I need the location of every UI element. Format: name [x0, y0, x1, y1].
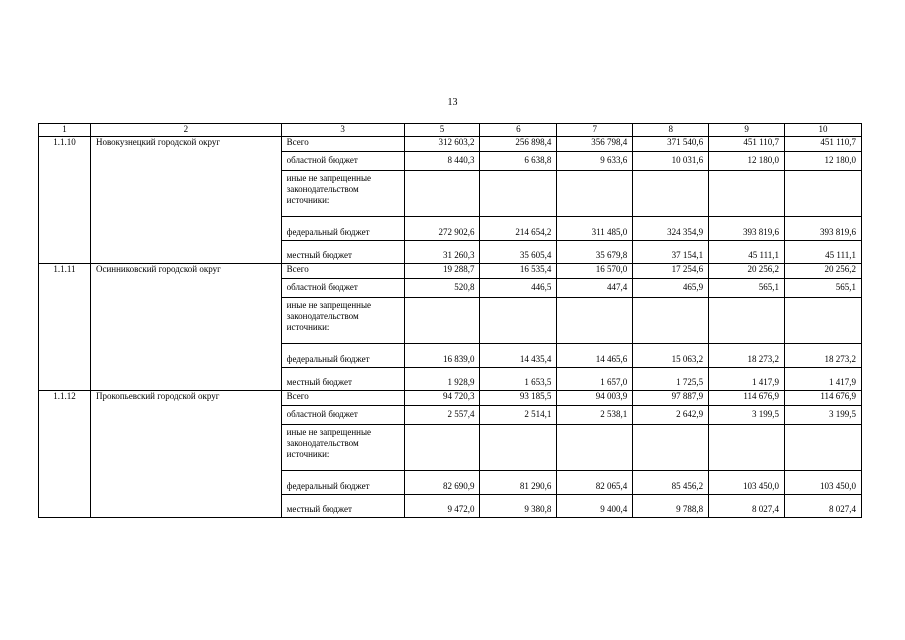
value-cell: 114 676,9: [709, 391, 785, 406]
value-cell: 9 380,8: [480, 495, 557, 518]
column-header: 6: [480, 124, 557, 137]
value-cell: 371 540,6: [633, 137, 709, 152]
value-cell: 82 690,9: [404, 471, 480, 495]
item-code: 1.1.12: [39, 391, 91, 518]
value-cell: 16 535,4: [480, 264, 557, 279]
value-cell: 45 111,1: [709, 241, 785, 264]
column-header: 5: [404, 124, 480, 137]
value-cell: 114 676,9: [785, 391, 862, 406]
item-code: 1.1.11: [39, 264, 91, 391]
value-cell: [557, 425, 633, 471]
column-header: 8: [633, 124, 709, 137]
municipality-name: Осинниковский городской округ: [90, 264, 281, 391]
value-cell: 20 256,2: [709, 264, 785, 279]
value-cell: 312 603,2: [404, 137, 480, 152]
table-row: [39, 137, 862, 152]
value-cell: 10 031,6: [633, 152, 709, 171]
value-cell: 37 154,1: [633, 241, 709, 264]
funding-source-label: федеральный бюджет: [281, 344, 404, 368]
column-header: 3: [281, 124, 404, 137]
value-cell: 311 485,0: [557, 217, 633, 241]
value-cell: 451 110,7: [785, 137, 862, 152]
funding-source-label: иные не запрещенные законодательством источники:: [281, 298, 404, 344]
value-cell: 93 185,5: [480, 391, 557, 406]
funding-source-label: Всего: [281, 137, 404, 152]
value-cell: 1 417,9: [709, 368, 785, 391]
funding-source-label: иные не запрещенные законодательством источники:: [281, 425, 404, 471]
value-cell: [633, 425, 709, 471]
value-cell: 19 288,7: [404, 264, 480, 279]
value-cell: 1 653,5: [480, 368, 557, 391]
value-cell: 103 450,0: [785, 471, 862, 495]
value-cell: 35 605,4: [480, 241, 557, 264]
value-cell: 9 788,8: [633, 495, 709, 518]
value-cell: [709, 171, 785, 217]
value-cell: 16 570,0: [557, 264, 633, 279]
funding-source-label: федеральный бюджет: [281, 217, 404, 241]
value-cell: 45 111,1: [785, 241, 862, 264]
value-cell: 14 465,6: [557, 344, 633, 368]
value-cell: 81 290,6: [480, 471, 557, 495]
value-cell: 12 180,0: [785, 152, 862, 171]
value-cell: 103 450,0: [709, 471, 785, 495]
value-cell: [785, 171, 862, 217]
value-cell: [785, 425, 862, 471]
value-cell: 12 180,0: [709, 152, 785, 171]
value-cell: [785, 298, 862, 344]
value-cell: [709, 298, 785, 344]
value-cell: 82 065,4: [557, 471, 633, 495]
value-cell: 2 557,4: [404, 406, 480, 425]
value-cell: 2 538,1: [557, 406, 633, 425]
column-header: 1: [39, 124, 91, 137]
table-row: [39, 264, 862, 279]
municipality-name: Новокузнецкий городской округ: [90, 137, 281, 264]
value-cell: 97 887,9: [633, 391, 709, 406]
value-cell: 465,9: [633, 279, 709, 298]
column-header: 10: [785, 124, 862, 137]
value-cell: 565,1: [709, 279, 785, 298]
value-cell: 31 260,3: [404, 241, 480, 264]
value-cell: 9 472,0: [404, 495, 480, 518]
value-cell: 8 027,4: [709, 495, 785, 518]
funding-source-label: федеральный бюджет: [281, 471, 404, 495]
funding-source-label: областной бюджет: [281, 152, 404, 171]
value-cell: 20 256,2: [785, 264, 862, 279]
value-cell: [480, 425, 557, 471]
value-cell: 15 063,2: [633, 344, 709, 368]
value-cell: 9 400,4: [557, 495, 633, 518]
value-cell: 8 440,3: [404, 152, 480, 171]
value-cell: 18 273,2: [709, 344, 785, 368]
funding-source-label: Всего: [281, 264, 404, 279]
value-cell: 446,5: [480, 279, 557, 298]
value-cell: [404, 171, 480, 217]
value-cell: 8 027,4: [785, 495, 862, 518]
funding-source-label: местный бюджет: [281, 495, 404, 518]
value-cell: 94 720,3: [404, 391, 480, 406]
funding-source-label: местный бюджет: [281, 241, 404, 264]
value-cell: 9 633,6: [557, 152, 633, 171]
item-code: 1.1.10: [39, 137, 91, 264]
value-cell: 17 254,6: [633, 264, 709, 279]
value-cell: 85 456,2: [633, 471, 709, 495]
funding-source-label: местный бюджет: [281, 368, 404, 391]
value-cell: 272 902,6: [404, 217, 480, 241]
value-cell: 1 417,9: [785, 368, 862, 391]
value-cell: [480, 298, 557, 344]
value-cell: 2 514,1: [480, 406, 557, 425]
value-cell: [480, 171, 557, 217]
value-cell: 214 654,2: [480, 217, 557, 241]
value-cell: 256 898,4: [480, 137, 557, 152]
value-cell: 3 199,5: [785, 406, 862, 425]
value-cell: [633, 171, 709, 217]
value-cell: 35 679,8: [557, 241, 633, 264]
value-cell: [709, 425, 785, 471]
value-cell: 18 273,2: [785, 344, 862, 368]
value-cell: 324 354,9: [633, 217, 709, 241]
value-cell: 1 657,0: [557, 368, 633, 391]
value-cell: 2 642,9: [633, 406, 709, 425]
column-header: 9: [709, 124, 785, 137]
value-cell: 1 725,5: [633, 368, 709, 391]
value-cell: 520,8: [404, 279, 480, 298]
value-cell: 565,1: [785, 279, 862, 298]
page-number: 13: [447, 97, 458, 108]
value-cell: [557, 171, 633, 217]
value-cell: 1 928,9: [404, 368, 480, 391]
funding-source-label: областной бюджет: [281, 279, 404, 298]
funding-source-label: областной бюджет: [281, 406, 404, 425]
column-header-row: [39, 124, 862, 137]
value-cell: 94 003,9: [557, 391, 633, 406]
budget-table: [38, 123, 862, 518]
funding-source-label: Всего: [281, 391, 404, 406]
municipality-name: Прокопьевский городской округ: [90, 391, 281, 518]
value-cell: 447,4: [557, 279, 633, 298]
value-cell: 393 819,6: [785, 217, 862, 241]
value-cell: 6 638,8: [480, 152, 557, 171]
value-cell: 451 110,7: [709, 137, 785, 152]
value-cell: 3 199,5: [709, 406, 785, 425]
value-cell: 393 819,6: [709, 217, 785, 241]
value-cell: 16 839,0: [404, 344, 480, 368]
value-cell: [557, 298, 633, 344]
value-cell: 356 798,4: [557, 137, 633, 152]
funding-source-label: иные не запрещенные законодательством источники:: [281, 171, 404, 217]
value-cell: [404, 298, 480, 344]
column-header: 7: [557, 124, 633, 137]
column-header: 2: [90, 124, 281, 137]
value-cell: [404, 425, 480, 471]
value-cell: 14 435,4: [480, 344, 557, 368]
table-row: [39, 391, 862, 406]
value-cell: [633, 298, 709, 344]
